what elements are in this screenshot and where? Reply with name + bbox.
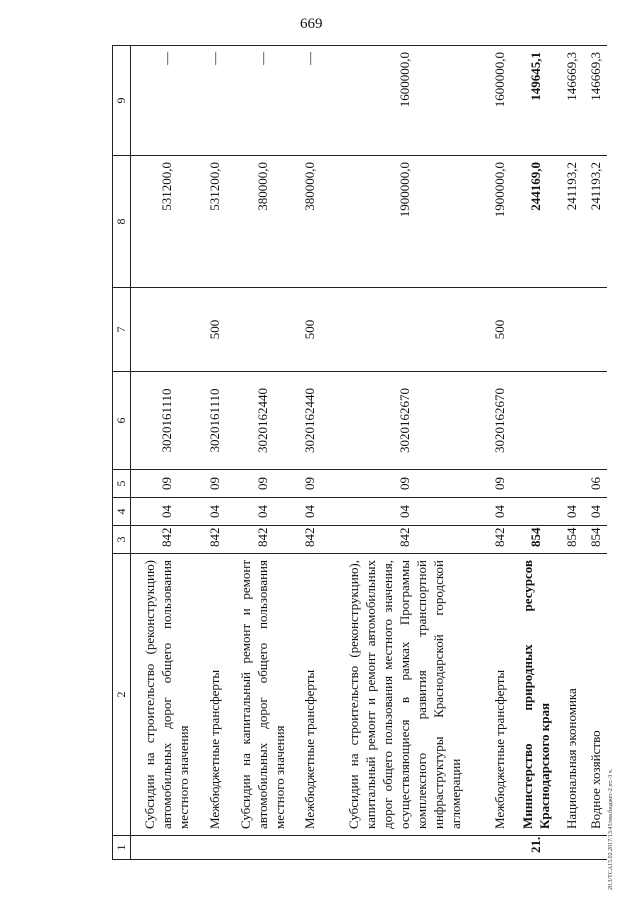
subsection-code: 09 (226, 470, 297, 498)
column-header: 8 (113, 156, 131, 288)
column-header: 2 (113, 554, 131, 836)
amount-2018: 241193,2 (559, 156, 583, 288)
amount-2019: — (131, 46, 203, 156)
section-code: 04 (203, 498, 227, 526)
subsection-code: 09 (203, 470, 227, 498)
expense-type-code (321, 288, 488, 372)
item-name: Межбюджетные трансферты (298, 554, 322, 836)
target-article-code: 3020162440 (298, 372, 322, 470)
row-number (226, 836, 297, 860)
ministry-code: 854 (559, 526, 583, 554)
table-row (131, 46, 203, 860)
amount-2018: 241193,2 (583, 156, 607, 288)
expense-type-code: 500 (298, 288, 322, 372)
item-name: Национальная экономика (559, 554, 583, 836)
amount-2018: 531200,0 (203, 156, 227, 288)
table-row (203, 46, 227, 860)
section-code: 04 (559, 498, 583, 526)
subsection-code: 09 (488, 470, 512, 498)
amount-2019: — (203, 46, 227, 156)
expense-type-code (583, 288, 607, 372)
column-header: 5 (113, 470, 131, 498)
target-article-code: 3020161110 (203, 372, 227, 470)
row-number (488, 836, 512, 860)
table-row (512, 46, 560, 860)
amount-2019: 149645,1 (512, 46, 560, 156)
ministry-code: 842 (131, 526, 203, 554)
subsection-code (559, 470, 583, 498)
expense-type-code (512, 288, 560, 372)
budget-table-container (112, 46, 607, 860)
target-article-code (559, 372, 583, 470)
table-header-row (113, 46, 131, 860)
column-header: 3 (113, 526, 131, 554)
item-name: Межбюджетные трансферты (203, 554, 227, 836)
expense-type-code: 500 (488, 288, 512, 372)
column-header: 6 (113, 372, 131, 470)
row-number (321, 836, 488, 860)
table-row (298, 46, 322, 860)
expense-type-code (559, 288, 583, 372)
expense-type-code (226, 288, 297, 372)
amount-2019: — (298, 46, 322, 156)
section-code: 04 (321, 498, 488, 526)
amount-2018: 531200,0 (131, 156, 203, 288)
row-number: 21. (512, 836, 560, 860)
section-code: 04 (488, 498, 512, 526)
table-row (583, 46, 607, 860)
item-name: Межбюджетные трансферты (488, 554, 512, 836)
budget-table (112, 45, 607, 860)
ministry-code: 842 (321, 526, 488, 554)
section-code: 04 (583, 498, 607, 526)
footer-code: 20.3/TCA15.02.2017/13:45/мм.бюджет-2 пт.-3 ч. (608, 768, 614, 890)
expense-type-code (131, 288, 203, 372)
target-article-code (583, 372, 607, 470)
item-name: Министерство природных ресурсов Краснодарского края (512, 554, 560, 836)
target-article-code: 3020162670 (488, 372, 512, 470)
subsection-code (512, 470, 560, 498)
target-article-code: 3020162670 (321, 372, 488, 470)
table-row (559, 46, 583, 860)
subsection-code: 09 (298, 470, 322, 498)
ministry-code: 842 (298, 526, 322, 554)
section-code (512, 498, 560, 526)
amount-2019: 1600000,0 (321, 46, 488, 156)
target-article-code (512, 372, 560, 470)
expense-type-code: 500 (203, 288, 227, 372)
column-header: 1 (113, 836, 131, 860)
row-number (131, 836, 203, 860)
row-number (298, 836, 322, 860)
column-header: 7 (113, 288, 131, 372)
amount-2019: 1600000,0 (488, 46, 512, 156)
row-number (203, 836, 227, 860)
amount-2018: 1900000,0 (488, 156, 512, 288)
ministry-code: 842 (488, 526, 512, 554)
amount-2019: 146669,3 (559, 46, 583, 156)
ministry-code: 854 (512, 526, 560, 554)
amount-2018: 380000,0 (298, 156, 322, 288)
page-number: 669 (300, 16, 323, 32)
column-header: 9 (113, 46, 131, 156)
table-row (488, 46, 512, 860)
amount-2019: — (226, 46, 297, 156)
amount-2018: 244169,0 (512, 156, 560, 288)
ministry-code: 842 (203, 526, 227, 554)
amount-2018: 380000,0 (226, 156, 297, 288)
table-row (321, 46, 488, 860)
row-number (559, 836, 583, 860)
ministry-code: 854 (583, 526, 607, 554)
subsection-code: 06 (583, 470, 607, 498)
column-header: 4 (113, 498, 131, 526)
section-code: 04 (226, 498, 297, 526)
amount-2019: 146669,3 (583, 46, 607, 156)
item-name: Водное хозяйство (583, 554, 607, 836)
target-article-code: 3020161110 (131, 372, 203, 470)
amount-2018: 1900000,0 (321, 156, 488, 288)
item-name: Субсидии на капитальный ремонт и ремонт автомобильных дорог общего пользования местного значения (226, 554, 297, 836)
table-row (226, 46, 297, 860)
subsection-code: 09 (131, 470, 203, 498)
item-name: Субсидии на строительство (реконструкцию), капитальный ремонт и ремонт автомобильных дорог общего пользования местного значения, осуществляющиеся в рамках Программы комплексного развития транспортной инфраструктуры Краснодарской городской агломерации (321, 554, 488, 836)
item-name: Субсидии на строительство (реконструкцию) автомобильных дорог общего пользования местного значения (131, 554, 203, 836)
target-article-code: 3020162440 (226, 372, 297, 470)
subsection-code: 09 (321, 470, 488, 498)
row-number (583, 836, 607, 860)
ministry-code: 842 (226, 526, 297, 554)
section-code: 04 (298, 498, 322, 526)
section-code: 04 (131, 498, 203, 526)
